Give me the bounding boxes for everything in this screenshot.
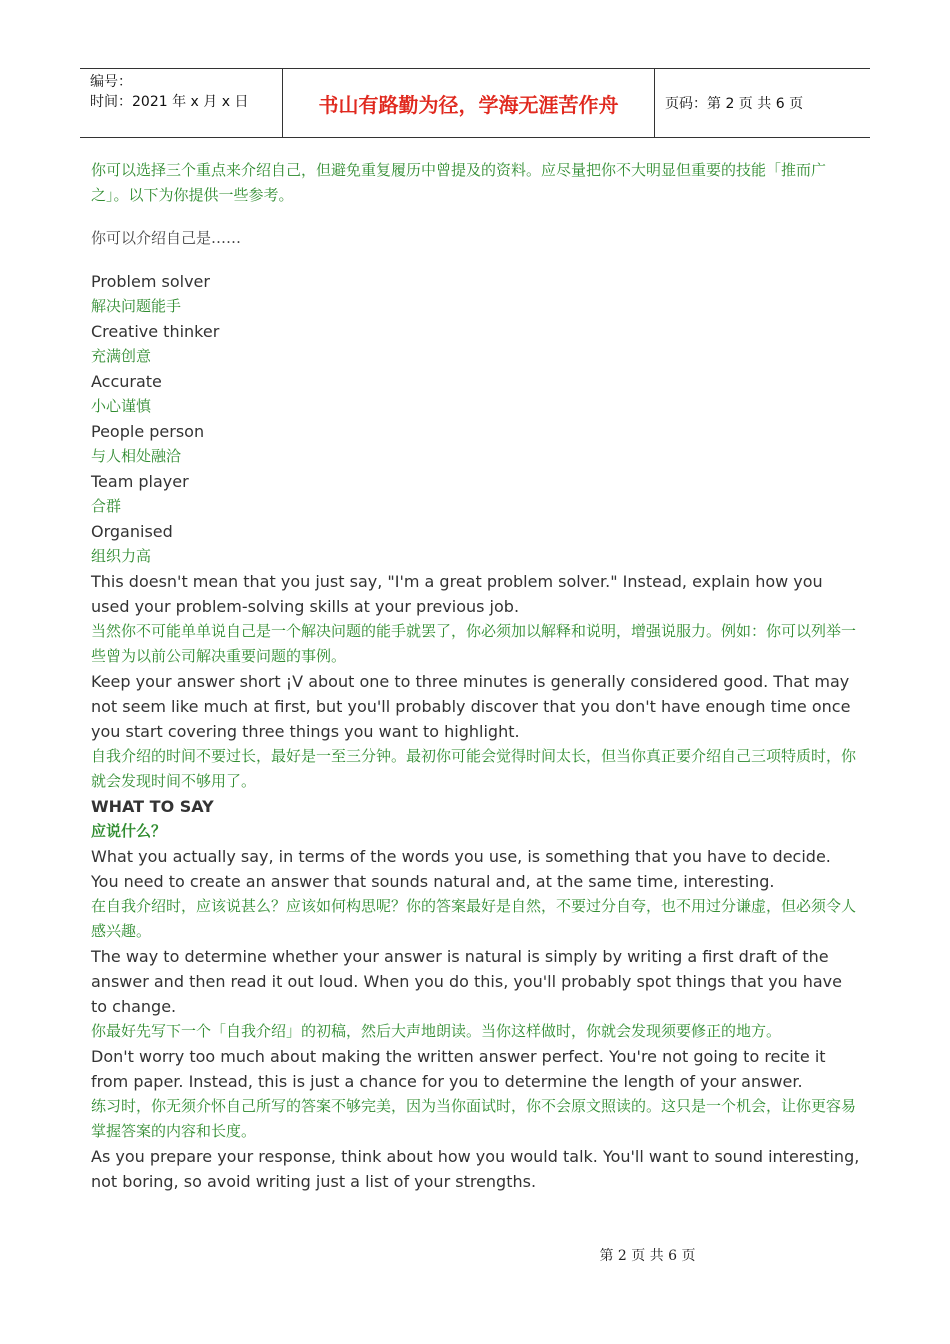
time-label: 时间：2021 年 x 月 x 日 [90,94,249,110]
trait-zh: 合群 [91,497,122,515]
paragraph-en: Keep your answer short ¡V about one to three minutes is generally considered good. That may not seem like much at first, but you'll probably discover that you don't have enough time once you start covering three things you want to highlight. [91,672,851,741]
page-header [80,68,870,138]
header-page-info: 页码：第 2 页 共 6 页 [665,96,804,112]
trait-zh: 小心谨慎 [91,397,152,415]
paragraph-en: This doesn't mean that you just say, "I'm a great problem solver." Instead, explain how you used your problem-solving skills at your previous job. [91,572,823,616]
trait-en: Creative thinker [91,322,220,341]
trait-zh: 充满创意 [91,347,152,365]
paragraph-en: As you prepare your response, think about how you would talk. You'll want to sound interesting, not boring, so avoid writing just a list of your strengths. [91,1147,860,1191]
page-footer [0,1245,950,1265]
paragraph-zh: 练习时，你无须介怀自己所写的答案不够完美，因为当你面试时，你不会原文照读的。这只是一个机会，让你更容易掌握答案的内容和长度。 [91,1097,857,1140]
trait-en: Organised [91,522,173,541]
trait-en: People person [91,422,205,441]
trait-en: Problem solver [91,272,210,291]
intro-paragraph: 你可以选择三个重点来介绍自己，但避免重复履历中曾提及的资料。应尽量把你不大明显但重要的技能「推而广之」。以下为你提供一些参考。 [91,161,827,204]
header-motto: 书山有路勤为径，学海无涯苦作舟 [282,69,655,137]
document-body [91,158,861,1194]
trait-en: Accurate [91,372,162,391]
footer-page-number: 第 2 页 共 6 页 [599,1248,696,1264]
serial-label: 编号： [90,74,132,90]
intro-line: 你可以介绍自己是…… [91,229,242,247]
paragraph-en: What you actually say, in terms of the words you use, is something that you have to decide. You need to create an answer that sounds natural and, at the same time, interesting. [91,847,831,891]
trait-zh: 解决问题能手 [91,297,182,315]
trait-zh: 与人相处融洽 [91,447,182,465]
paragraph-zh: 自我介绍的时间不要过长，最好是一至三分钟。最初你可能会觉得时间太长，但当你真正要介绍自己三项特质时，你就会发现时间不够用了。 [91,747,857,790]
header-meta [80,69,282,137]
section-heading-zh: 应说什么？ [91,822,167,840]
section-heading-en: WHAT TO SAY [91,797,214,816]
paragraph-en: The way to determine whether your answer is natural is simply by writing a first draft of the answer and then read it out loud. When you do this, you'll probably spot things that you have to change. [91,947,842,1016]
trait-zh: 组织力高 [91,547,152,565]
paragraph-zh: 你最好先写下一个「自我介绍」的初稿，然后大声地朗读。当你这样做时，你就会发现须要修正的地方。 [91,1022,782,1040]
paragraph-en: Don't worry too much about making the written answer perfect. You're not going to recite it from paper. Instead, this is just a chance for you to determine the length of your answer. [91,1047,826,1091]
paragraph-zh: 当然你不可能单单说自己是一个解决问题的能手就罢了，你必须加以解释和说明，增强说服力。例如：你可以列举一些曾为以前公司解决重要问题的事例。 [91,622,857,665]
trait-en: Team player [91,472,189,491]
paragraph-zh: 在自我介绍时，应该说甚么？应该如何构思呢？你的答案最好是自然，不要过分自夸，也不用过分谦虚，但必须令人感兴趣。 [91,897,857,940]
